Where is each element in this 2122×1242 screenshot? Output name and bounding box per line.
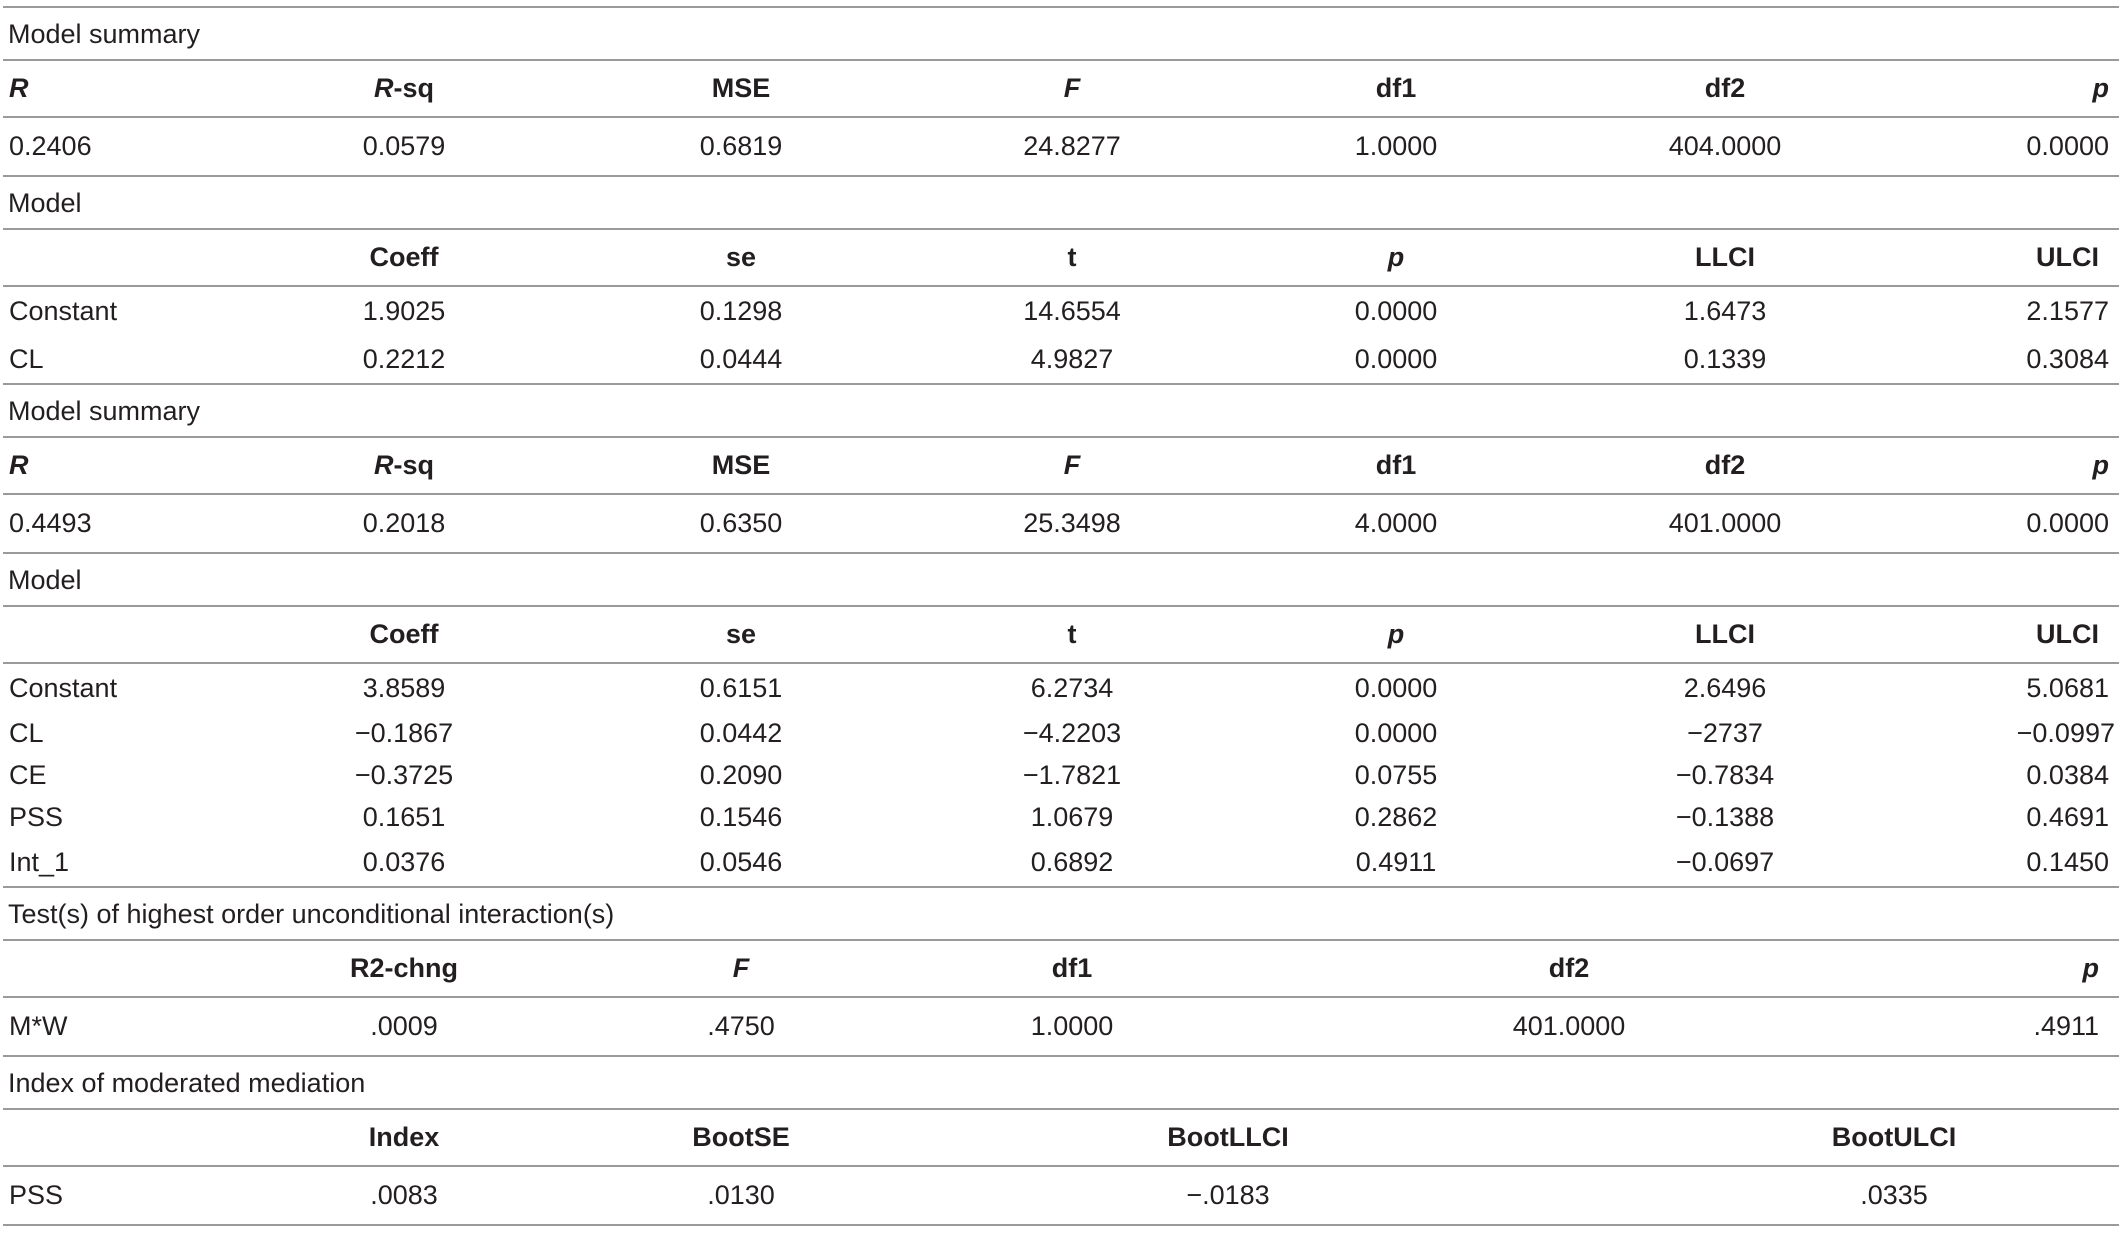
table-cell: −4.2203 xyxy=(1022,717,1122,748)
table-cell: 0.4911 xyxy=(1355,846,1437,877)
column-header: BootLLCI xyxy=(1167,1122,1289,1152)
table-cell: −0.1388 xyxy=(1675,801,1775,832)
table-cell: 1.6473 xyxy=(1683,295,1767,326)
column-header: df1 xyxy=(1375,73,1417,103)
column-header: df2 xyxy=(1704,73,1746,103)
table-row xyxy=(3,495,2119,552)
column-header: Coeff xyxy=(369,619,439,649)
section-title: Model summary xyxy=(3,385,2119,438)
table-cell: −2737 xyxy=(1687,717,1763,748)
table-cell: 1.0000 xyxy=(1030,1011,1114,1041)
column-header: MSE xyxy=(711,73,771,103)
column-header: df2 xyxy=(1704,450,1746,480)
moderated-mediation-grid xyxy=(3,1110,2119,1226)
table-cell: 0.0546 xyxy=(699,846,783,877)
table-cell: 0.1450 xyxy=(2026,846,2109,877)
table-cell: .0009 xyxy=(370,1011,438,1041)
table-cell: .0335 xyxy=(1860,1180,1928,1210)
column-header: Index xyxy=(368,1122,440,1152)
column-header: ULCI xyxy=(2036,242,2099,272)
table-cell: .0083 xyxy=(370,1180,438,1210)
column-header: Coeff xyxy=(369,242,439,272)
column-header: LLCI xyxy=(1695,242,1755,272)
column-header: p xyxy=(2082,953,2099,983)
table-cell: 0.0000 xyxy=(2026,131,2109,161)
table-cell: 0.3084 xyxy=(2026,343,2109,374)
table-cell: 0.0444 xyxy=(699,343,783,374)
table-cell: 0.1651 xyxy=(362,801,446,832)
table-cell: 0.2406 xyxy=(9,131,92,161)
column-header: R -sq xyxy=(374,450,434,480)
table-row xyxy=(3,118,2119,175)
header-row xyxy=(3,438,2119,495)
table-cell: 0.0000 xyxy=(1354,295,1438,326)
section-title: Index of moderated mediation xyxy=(3,1057,2119,1110)
table-cell: 4.0000 xyxy=(1354,508,1438,538)
table-row xyxy=(3,1167,2119,1224)
model-summary-grid xyxy=(3,61,2119,177)
row-label: Constant xyxy=(9,672,118,703)
table-row xyxy=(3,796,2119,838)
table-row xyxy=(3,287,2119,335)
column-header: df2 xyxy=(1548,953,1590,983)
row-label: CL xyxy=(9,717,44,748)
table-cell: 1.9025 xyxy=(362,295,446,326)
table-cell: 1.0000 xyxy=(1354,131,1438,161)
section-title: Model xyxy=(3,554,2119,607)
table-cell: −1.7821 xyxy=(1022,759,1122,790)
column-header: se xyxy=(725,242,757,272)
column-header: p xyxy=(1387,619,1405,649)
table-cell: 401.0000 xyxy=(1668,508,1782,538)
model-coefficients-grid xyxy=(3,607,2119,888)
row-label: Constant xyxy=(9,295,118,326)
table-row xyxy=(3,754,2119,796)
table-cell: 0.1546 xyxy=(699,801,783,832)
table-cell: 0.2862 xyxy=(1354,801,1438,832)
column-header: MSE xyxy=(711,450,771,480)
table-cell: 0.0376 xyxy=(362,846,446,877)
table-cell: 0.4493 xyxy=(9,508,92,538)
table-cell: .4750 xyxy=(707,1011,775,1041)
table-cell: 14.6554 xyxy=(1023,295,1121,326)
table-cell: 6.2734 xyxy=(1030,672,1114,703)
table-row xyxy=(3,664,2119,712)
table-cell: 0.1298 xyxy=(699,295,783,326)
column-header: p xyxy=(2092,73,2109,103)
table-row xyxy=(3,838,2119,886)
column-header: p xyxy=(2092,450,2109,480)
table-cell: 0.2212 xyxy=(362,343,446,374)
table-cell: −0.0697 xyxy=(1675,846,1775,877)
section-title: Model summary xyxy=(3,8,2119,61)
table-cell: 0.0384 xyxy=(2026,759,2109,790)
column-header: BootULCI xyxy=(1831,1122,1957,1152)
table-cell: 0.0000 xyxy=(1354,672,1438,703)
table-cell: 0.4691 xyxy=(2026,801,2109,832)
header-row xyxy=(3,607,2119,664)
table-cell: .0130 xyxy=(707,1180,775,1210)
column-header: BootSE xyxy=(692,1122,790,1152)
column-header: LLCI xyxy=(1695,619,1755,649)
column-header: F xyxy=(1063,450,1081,480)
header-row xyxy=(3,230,2119,287)
row-label: M*W xyxy=(9,1011,68,1041)
column-header: F xyxy=(1063,73,1081,103)
table-cell: −.0183 xyxy=(1186,1180,1270,1210)
table-cell: 0.0000 xyxy=(1354,717,1438,748)
section-title: Test(s) of highest order unconditional interaction(s) xyxy=(3,888,2119,941)
table-cell: 0.0579 xyxy=(362,131,446,161)
table-cell: 2.1577 xyxy=(2026,295,2109,326)
regression-results-table xyxy=(3,6,2119,1226)
table-cell: 401.0000 xyxy=(1512,1011,1626,1041)
table-row xyxy=(3,335,2119,383)
table-cell: 0.0755 xyxy=(1354,759,1438,790)
column-header: R2-chng xyxy=(350,953,458,983)
model-coefficients-grid xyxy=(3,230,2119,385)
column-header: se xyxy=(725,619,757,649)
table-row xyxy=(3,998,2119,1055)
row-label: PSS xyxy=(9,1180,64,1210)
table-cell: 0.0000 xyxy=(1354,343,1438,374)
table-cell: .4911 xyxy=(2033,1011,2099,1041)
column-header: p xyxy=(1387,242,1405,272)
model-summary-grid xyxy=(3,438,2119,554)
table-cell: 24.8277 xyxy=(1023,131,1121,161)
table-cell: −0.3725 xyxy=(354,759,454,790)
column-header: R -sq xyxy=(374,73,434,103)
table-cell: −0.7834 xyxy=(1675,759,1775,790)
column-header: ULCI xyxy=(2036,619,2099,649)
row-label: PSS xyxy=(9,801,64,832)
table-cell: 0.0442 xyxy=(699,717,783,748)
interaction-test-grid xyxy=(3,941,2119,1057)
row-label: CL xyxy=(9,343,44,374)
column-header: R xyxy=(9,450,29,480)
table-cell: 3.8589 xyxy=(362,672,446,703)
row-label: Int_1 xyxy=(9,846,70,877)
table-cell: 0.0000 xyxy=(2026,508,2109,538)
column-header: t xyxy=(1067,242,1077,272)
column-header: R xyxy=(9,73,29,103)
table-row xyxy=(3,712,2119,754)
table-cell: 0.1339 xyxy=(1683,343,1767,374)
table-cell: 0.6350 xyxy=(699,508,783,538)
table-cell: 404.0000 xyxy=(1668,131,1782,161)
table-cell: 4.9827 xyxy=(1030,343,1114,374)
column-header: df1 xyxy=(1375,450,1417,480)
table-cell: −0.0997 xyxy=(2016,717,2115,748)
table-cell: 0.6151 xyxy=(699,672,783,703)
table-cell: 0.6819 xyxy=(699,131,783,161)
table-cell: 2.6496 xyxy=(1683,672,1767,703)
column-header: df1 xyxy=(1051,953,1093,983)
table-cell: 5.0681 xyxy=(2026,672,2109,703)
table-cell: −0.1867 xyxy=(354,717,454,748)
table-cell: 0.2090 xyxy=(699,759,783,790)
table-cell: 1.0679 xyxy=(1030,801,1114,832)
header-row xyxy=(3,1110,2119,1167)
table-cell: 0.2018 xyxy=(362,508,446,538)
header-row xyxy=(3,941,2119,998)
table-cell: 25.3498 xyxy=(1023,508,1121,538)
table-cell: 0.6892 xyxy=(1030,846,1114,877)
column-header: t xyxy=(1067,619,1077,649)
header-row xyxy=(3,61,2119,118)
row-label: CE xyxy=(9,759,47,790)
section-title: Model xyxy=(3,177,2119,230)
column-header: F xyxy=(732,953,750,983)
